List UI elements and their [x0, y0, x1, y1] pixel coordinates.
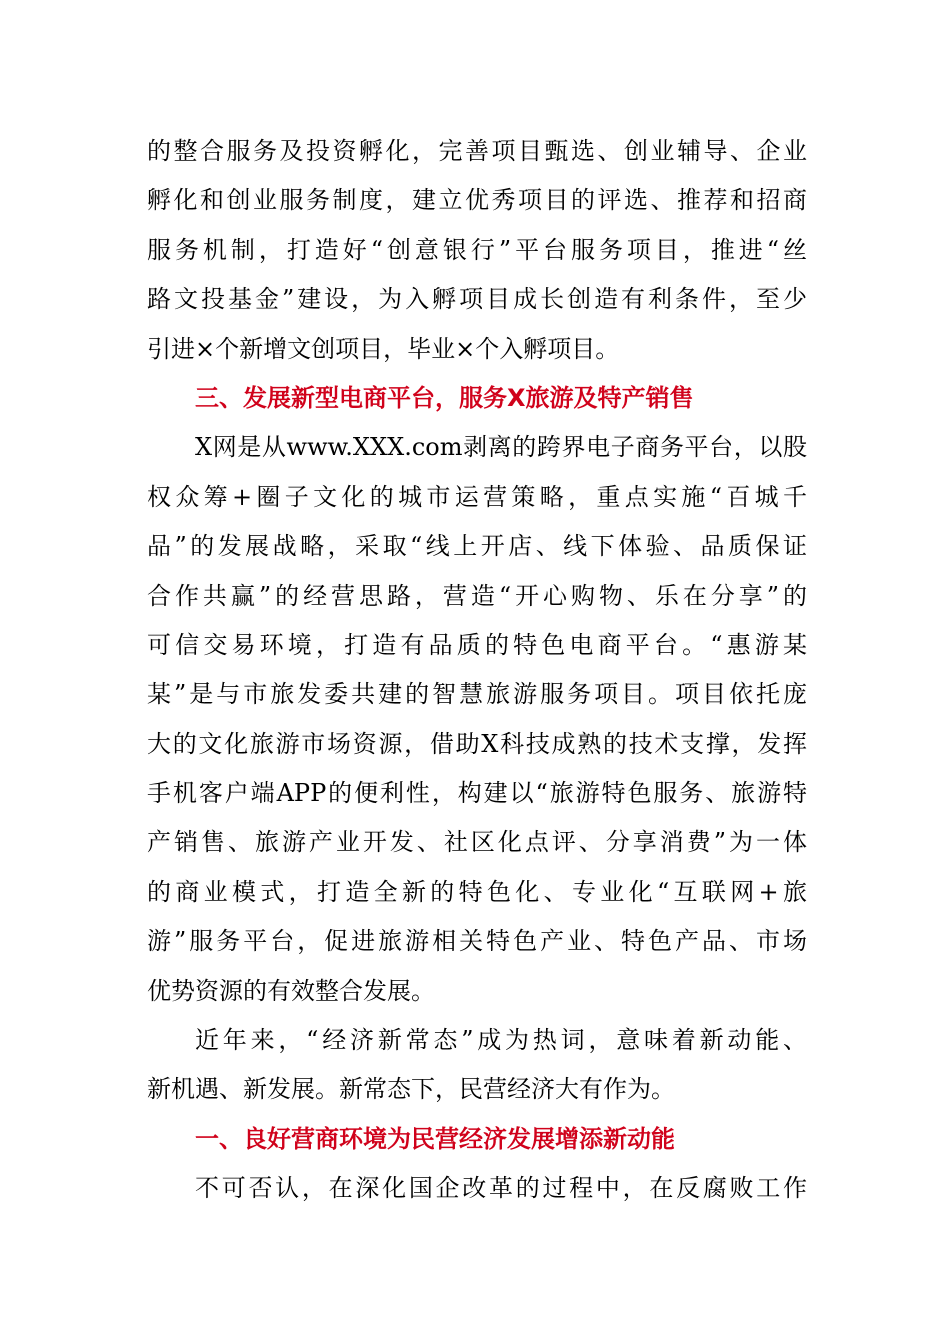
section-heading-one: 一、良好营商环境为民营经济发展增添新动能	[195, 1124, 675, 1153]
paragraph-line: 的整合服务及投资孵化，完善项目甄选、创业辅导、企业	[147, 137, 807, 165]
paragraph-line: 合作共赢”的经营思路，营造“开心购物、乐在分享”的	[147, 581, 807, 610]
paragraph-line: 的商业模式，打造全新的特色化、专业化“互联网+旅	[147, 877, 807, 906]
paragraph-line: 孵化和创业服务制度，建立优秀项目的评选、推荐和招商	[147, 186, 807, 215]
paragraph-line: 新机遇、新发展。新常态下，民营经济大有作为。	[147, 1075, 675, 1104]
paragraph-line: 优势资源的有效整合发展。	[147, 976, 435, 1005]
document-body	[147, 127, 807, 1214]
paragraph-line: 服务机制，打造好“创意银行”平台服务项目，推进“丝	[147, 235, 807, 264]
paragraph-line: 品”的发展战略，采取“线上开店、线下体验、品质保证	[147, 532, 807, 561]
paragraph-line: 产销售、旅游产业开发、社区化点评、分享消费”为一体	[147, 828, 807, 857]
paragraph-line: 不可否认，在深化国企改革的过程中，在反腐败工作	[195, 1174, 807, 1203]
paragraph-line: 游”服务平台，促进旅游相关特色产业、特色产品、市场	[147, 927, 807, 956]
paragraph-line: 引进×个新增文创项目，毕业×个入孵项目。	[147, 334, 620, 363]
paragraph-line: 近年来，“经济新常态”成为热词，意味着新动能、	[195, 1026, 807, 1055]
paragraph-line: X网是从www.XXX.com剥离的跨界电子商务平台，以股	[195, 433, 807, 462]
section-heading-three: 三、发展新型电商平台，服务X旅游及特产销售	[195, 383, 694, 412]
paragraph-line: 手机客户端APP的便利性，构建以“旅游特色服务、旅游特	[147, 779, 807, 808]
paragraph-line: 权众筹+圈子文化的城市运营策略，重点实施“百城千	[147, 482, 807, 511]
paragraph-line: 路文投基金”建设，为入孵项目成长创造有利条件，至少	[147, 285, 807, 314]
paragraph-line: 某”是与市旅发委共建的智慧旅游服务项目。项目依托庞	[147, 680, 807, 709]
paragraph-line: 可信交易环境，打造有品质的特色电商平台。“惠游某	[147, 630, 807, 659]
paragraph-line: 大的文化旅游市场资源，借助X科技成熟的技术支撑，发挥	[147, 729, 807, 758]
